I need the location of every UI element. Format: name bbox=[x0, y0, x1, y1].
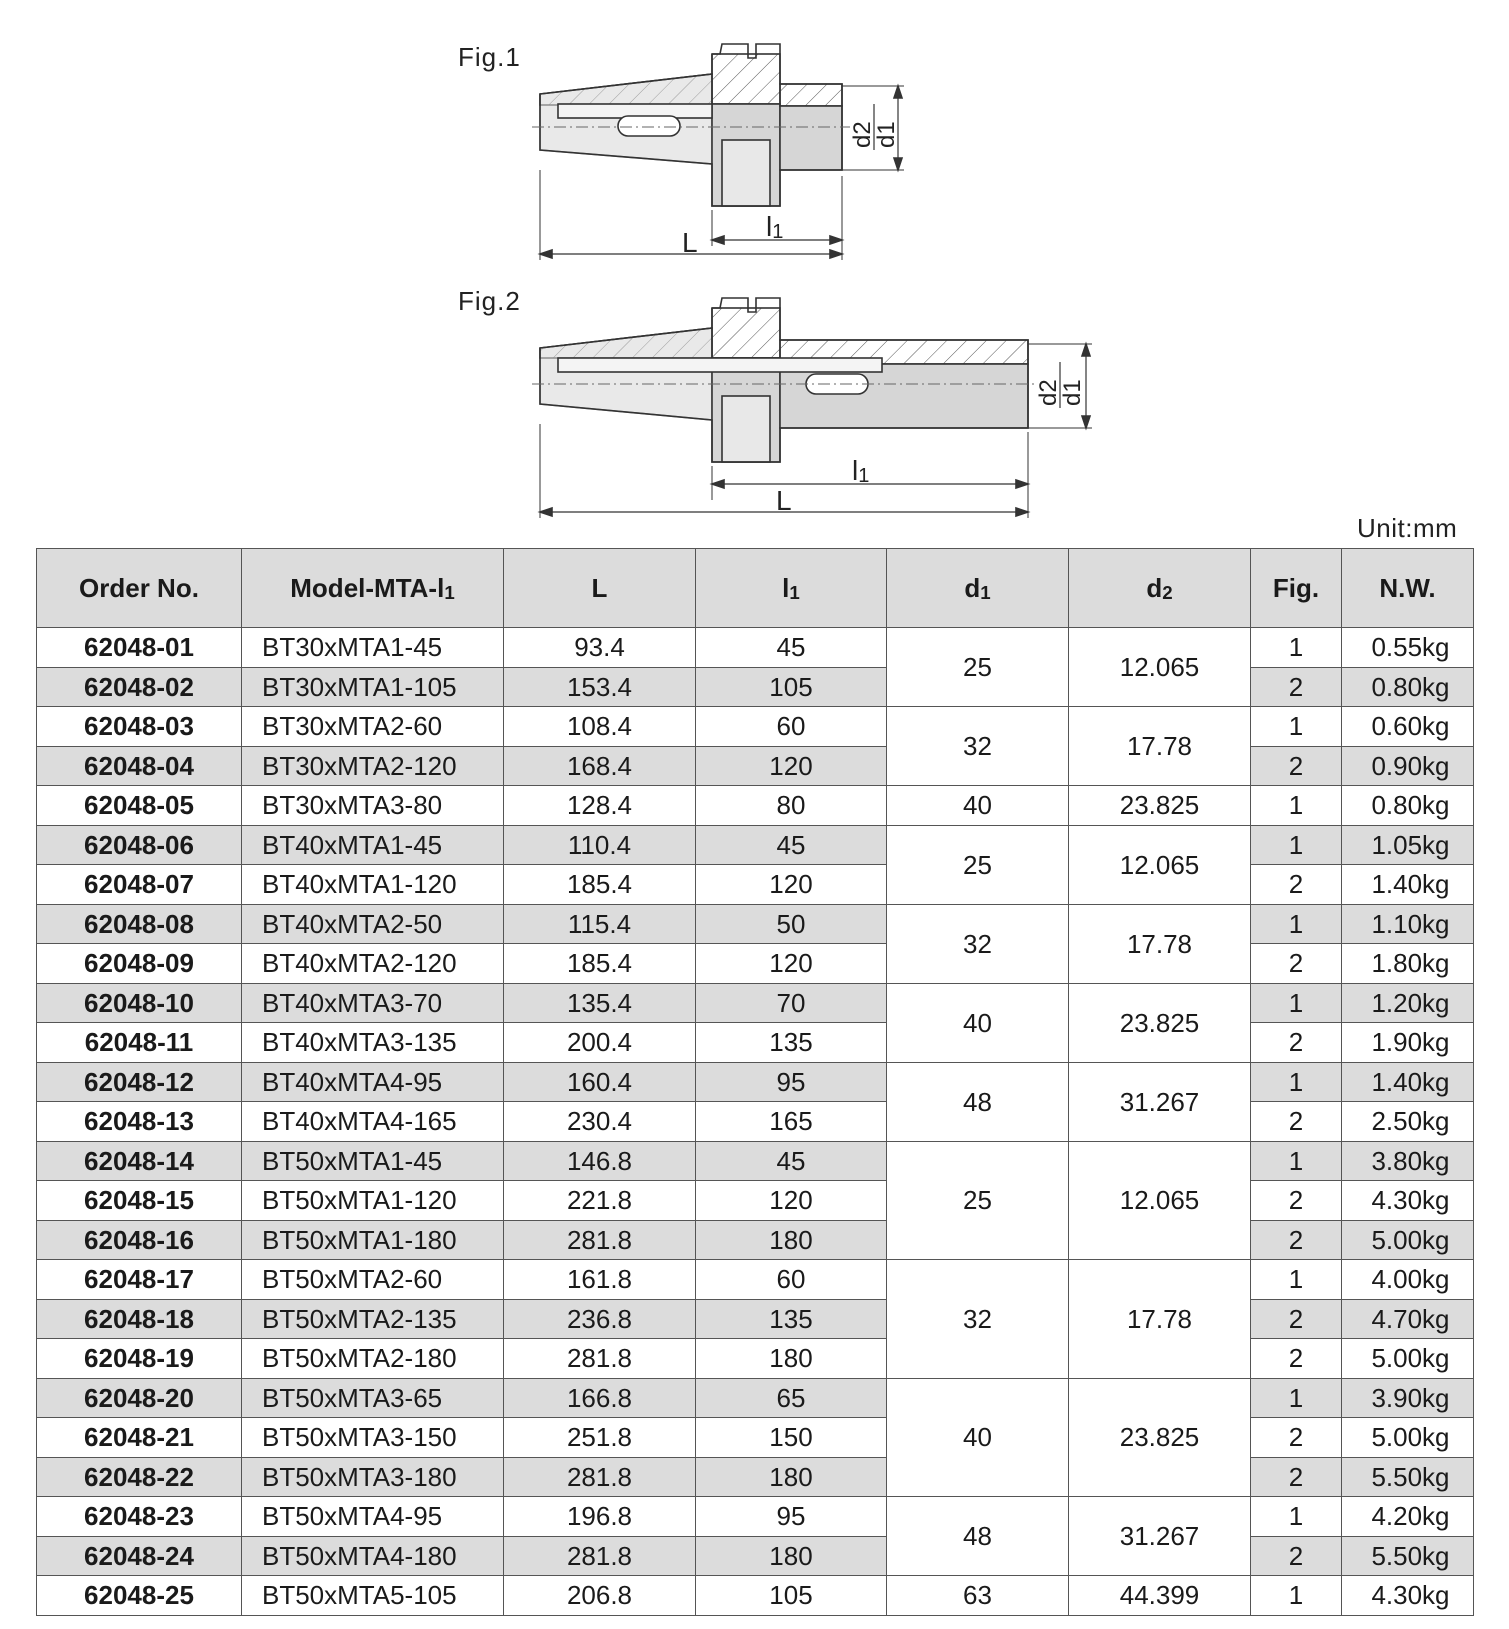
cell-nw: 1.40kg bbox=[1342, 865, 1474, 905]
cell-nw: 1.40kg bbox=[1342, 1062, 1474, 1102]
cell-fig: 1 bbox=[1251, 1497, 1342, 1537]
table-row bbox=[37, 1418, 1474, 1458]
cell-fig: 1 bbox=[1251, 1378, 1342, 1418]
cell-nw: 1.80kg bbox=[1342, 944, 1474, 984]
header-nw: N.W. bbox=[1342, 549, 1474, 628]
cell-L: 168.4 bbox=[504, 746, 696, 786]
table-row bbox=[37, 628, 1474, 668]
spec-table bbox=[36, 548, 1474, 1616]
cell-L: 185.4 bbox=[504, 944, 696, 984]
table-row bbox=[37, 1220, 1474, 1260]
cell-l1: 105 bbox=[696, 1576, 887, 1616]
cell-model: BT40xMTA4-95 bbox=[242, 1062, 504, 1102]
cell-L: 93.4 bbox=[504, 628, 696, 668]
cell-fig: 1 bbox=[1251, 904, 1342, 944]
cell-d2: 44.399 bbox=[1069, 1576, 1251, 1616]
cell-nw: 0.80kg bbox=[1342, 786, 1474, 826]
cell-model: BT50xMTA2-180 bbox=[242, 1339, 504, 1379]
cell-l1: 180 bbox=[696, 1220, 887, 1260]
cell-model: BT30xMTA3-80 bbox=[242, 786, 504, 826]
cell-fig: 2 bbox=[1251, 1418, 1342, 1458]
cell-d2: 17.78 bbox=[1069, 1260, 1251, 1379]
cell-order-no: 62048-17 bbox=[37, 1260, 242, 1300]
cell-order-no: 62048-15 bbox=[37, 1181, 242, 1221]
cell-l1: 60 bbox=[696, 1260, 887, 1300]
table-row bbox=[37, 1339, 1474, 1379]
cell-model: BT30xMTA2-120 bbox=[242, 746, 504, 786]
cell-model: BT30xMTA1-45 bbox=[242, 628, 504, 668]
cell-l1: 120 bbox=[696, 944, 887, 984]
cell-order-no: 62048-23 bbox=[37, 1497, 242, 1537]
header-order-no: Order No. bbox=[37, 549, 242, 628]
table-row bbox=[37, 1497, 1474, 1537]
table-row bbox=[37, 1536, 1474, 1576]
cell-nw: 3.90kg bbox=[1342, 1378, 1474, 1418]
cell-model: BT40xMTA1-45 bbox=[242, 825, 504, 865]
cell-order-no: 62048-03 bbox=[37, 707, 242, 747]
fig2-drawing bbox=[532, 298, 1092, 518]
cell-order-no: 62048-06 bbox=[37, 825, 242, 865]
cell-l1: 45 bbox=[696, 825, 887, 865]
cell-L: 161.8 bbox=[504, 1260, 696, 1300]
cell-fig: 1 bbox=[1251, 1141, 1342, 1181]
fig2-dim-d1: d1 bbox=[1059, 379, 1086, 406]
cell-nw: 4.30kg bbox=[1342, 1181, 1474, 1221]
cell-nw: 5.00kg bbox=[1342, 1339, 1474, 1379]
cell-l1: 120 bbox=[696, 746, 887, 786]
cell-L: 185.4 bbox=[504, 865, 696, 905]
cell-order-no: 62048-16 bbox=[37, 1220, 242, 1260]
cell-model: BT40xMTA1-120 bbox=[242, 865, 504, 905]
cell-l1: 60 bbox=[696, 707, 887, 747]
fig2-dim-L: L bbox=[776, 485, 792, 516]
cell-model: BT50xMTA4-180 bbox=[242, 1536, 504, 1576]
cell-L: 230.4 bbox=[504, 1102, 696, 1142]
cell-fig: 1 bbox=[1251, 786, 1342, 826]
table-row bbox=[37, 983, 1474, 1023]
cell-d2: 31.267 bbox=[1069, 1497, 1251, 1576]
cell-nw: 5.50kg bbox=[1342, 1536, 1474, 1576]
cell-order-no: 62048-18 bbox=[37, 1299, 242, 1339]
cell-model: BT40xMTA2-120 bbox=[242, 944, 504, 984]
fig2-dim-l1: l1 bbox=[852, 455, 870, 487]
cell-L: 110.4 bbox=[504, 825, 696, 865]
fig2-dim-d2: d2 bbox=[1035, 379, 1062, 406]
cell-fig: 2 bbox=[1251, 1023, 1342, 1063]
cell-l1: 65 bbox=[696, 1378, 887, 1418]
cell-model: BT50xMTA2-135 bbox=[242, 1299, 504, 1339]
table-header-row bbox=[37, 549, 1474, 628]
cell-model: BT40xMTA4-165 bbox=[242, 1102, 504, 1142]
cell-model: BT50xMTA3-150 bbox=[242, 1418, 504, 1458]
cell-L: 200.4 bbox=[504, 1023, 696, 1063]
cell-fig: 1 bbox=[1251, 1260, 1342, 1300]
cell-l1: 80 bbox=[696, 786, 887, 826]
table-row bbox=[37, 944, 1474, 984]
cell-nw: 1.05kg bbox=[1342, 825, 1474, 865]
cell-nw: 2.50kg bbox=[1342, 1102, 1474, 1142]
cell-d2: 12.065 bbox=[1069, 628, 1251, 707]
table-row bbox=[37, 904, 1474, 944]
cell-d2: 17.78 bbox=[1069, 707, 1251, 786]
cell-order-no: 62048-04 bbox=[37, 746, 242, 786]
cell-order-no: 62048-08 bbox=[37, 904, 242, 944]
cell-order-no: 62048-14 bbox=[37, 1141, 242, 1181]
header-d1: d1 bbox=[887, 549, 1069, 628]
cell-d2: 23.825 bbox=[1069, 983, 1251, 1062]
cell-order-no: 62048-02 bbox=[37, 667, 242, 707]
cell-d2: 12.065 bbox=[1069, 825, 1251, 904]
cell-l1: 45 bbox=[696, 628, 887, 668]
cell-fig: 2 bbox=[1251, 1181, 1342, 1221]
cell-fig: 2 bbox=[1251, 1457, 1342, 1497]
cell-nw: 4.30kg bbox=[1342, 1576, 1474, 1616]
fig1-dim-l1: l1 bbox=[766, 211, 784, 243]
header-l1: l1 bbox=[696, 549, 887, 628]
cell-nw: 5.50kg bbox=[1342, 1457, 1474, 1497]
cell-model: BT30xMTA2-60 bbox=[242, 707, 504, 747]
cell-nw: 0.80kg bbox=[1342, 667, 1474, 707]
cell-L: 206.8 bbox=[504, 1576, 696, 1616]
cell-order-no: 62048-05 bbox=[37, 786, 242, 826]
cell-d1: 32 bbox=[887, 707, 1069, 786]
cell-fig: 2 bbox=[1251, 1102, 1342, 1142]
cell-fig: 2 bbox=[1251, 1536, 1342, 1576]
cell-nw: 0.60kg bbox=[1342, 707, 1474, 747]
cell-d1: 48 bbox=[887, 1497, 1069, 1576]
cell-order-no: 62048-12 bbox=[37, 1062, 242, 1102]
cell-L: 115.4 bbox=[504, 904, 696, 944]
fig2-label: Fig.2 bbox=[458, 286, 521, 316]
cell-L: 251.8 bbox=[504, 1418, 696, 1458]
cell-L: 108.4 bbox=[504, 707, 696, 747]
cell-model: BT40xMTA3-135 bbox=[242, 1023, 504, 1063]
cell-l1: 120 bbox=[696, 865, 887, 905]
cell-model: BT50xMTA5-105 bbox=[242, 1576, 504, 1616]
cell-d2: 12.065 bbox=[1069, 1141, 1251, 1260]
cell-fig: 1 bbox=[1251, 825, 1342, 865]
cell-L: 128.4 bbox=[504, 786, 696, 826]
cell-fig: 2 bbox=[1251, 1220, 1342, 1260]
cell-l1: 135 bbox=[696, 1299, 887, 1339]
cell-d1: 40 bbox=[887, 983, 1069, 1062]
cell-model: BT50xMTA2-60 bbox=[242, 1260, 504, 1300]
table-row bbox=[37, 707, 1474, 747]
cell-d1: 25 bbox=[887, 1141, 1069, 1260]
table-row bbox=[37, 1576, 1474, 1616]
cell-order-no: 62048-20 bbox=[37, 1378, 242, 1418]
technical-drawings bbox=[0, 0, 1509, 540]
table-row bbox=[37, 865, 1474, 905]
cell-d2: 17.78 bbox=[1069, 904, 1251, 983]
cell-nw: 1.10kg bbox=[1342, 904, 1474, 944]
header-L: L bbox=[504, 549, 696, 628]
cell-nw: 4.20kg bbox=[1342, 1497, 1474, 1537]
cell-fig: 1 bbox=[1251, 1576, 1342, 1616]
table-row bbox=[37, 1102, 1474, 1142]
cell-fig: 2 bbox=[1251, 667, 1342, 707]
header-fig: Fig. bbox=[1251, 549, 1342, 628]
cell-d2: 23.825 bbox=[1069, 1378, 1251, 1497]
cell-l1: 95 bbox=[696, 1062, 887, 1102]
unit-label: Unit:mm bbox=[1357, 513, 1458, 543]
cell-l1: 180 bbox=[696, 1457, 887, 1497]
cell-L: 146.8 bbox=[504, 1141, 696, 1181]
cell-order-no: 62048-24 bbox=[37, 1536, 242, 1576]
cell-nw: 3.80kg bbox=[1342, 1141, 1474, 1181]
table-row bbox=[37, 1299, 1474, 1339]
cell-L: 196.8 bbox=[504, 1497, 696, 1537]
cell-fig: 2 bbox=[1251, 746, 1342, 786]
cell-l1: 70 bbox=[696, 983, 887, 1023]
cell-model: BT50xMTA1-45 bbox=[242, 1141, 504, 1181]
cell-d1: 32 bbox=[887, 1260, 1069, 1379]
cell-order-no: 62048-11 bbox=[37, 1023, 242, 1063]
table-row bbox=[37, 786, 1474, 826]
fig1-label: Fig.1 bbox=[458, 42, 521, 72]
cell-d1: 40 bbox=[887, 1378, 1069, 1497]
cell-L: 281.8 bbox=[504, 1220, 696, 1260]
cell-fig: 1 bbox=[1251, 707, 1342, 747]
cell-L: 153.4 bbox=[504, 667, 696, 707]
table-row bbox=[37, 667, 1474, 707]
table-row bbox=[37, 1378, 1474, 1418]
cell-L: 281.8 bbox=[504, 1457, 696, 1497]
table-row bbox=[37, 746, 1474, 786]
cell-model: BT50xMTA1-120 bbox=[242, 1181, 504, 1221]
cell-d1: 63 bbox=[887, 1576, 1069, 1616]
cell-nw: 5.00kg bbox=[1342, 1418, 1474, 1458]
cell-model: BT50xMTA3-65 bbox=[242, 1378, 504, 1418]
cell-model: BT50xMTA1-180 bbox=[242, 1220, 504, 1260]
cell-nw: 1.20kg bbox=[1342, 983, 1474, 1023]
cell-l1: 165 bbox=[696, 1102, 887, 1142]
cell-L: 281.8 bbox=[504, 1339, 696, 1379]
table-row bbox=[37, 1181, 1474, 1221]
cell-order-no: 62048-09 bbox=[37, 944, 242, 984]
cell-l1: 180 bbox=[696, 1339, 887, 1379]
cell-d1: 48 bbox=[887, 1062, 1069, 1141]
cell-l1: 120 bbox=[696, 1181, 887, 1221]
cell-nw: 4.00kg bbox=[1342, 1260, 1474, 1300]
cell-order-no: 62048-10 bbox=[37, 983, 242, 1023]
table-row bbox=[37, 1260, 1474, 1300]
cell-order-no: 62048-22 bbox=[37, 1457, 242, 1497]
cell-L: 135.4 bbox=[504, 983, 696, 1023]
fig1-dim-d2: d2 bbox=[849, 121, 876, 148]
cell-order-no: 62048-01 bbox=[37, 628, 242, 668]
cell-d1: 25 bbox=[887, 628, 1069, 707]
cell-model: BT30xMTA1-105 bbox=[242, 667, 504, 707]
cell-L: 160.4 bbox=[504, 1062, 696, 1102]
cell-L: 236.8 bbox=[504, 1299, 696, 1339]
cell-order-no: 62048-07 bbox=[37, 865, 242, 905]
cell-model: BT50xMTA3-180 bbox=[242, 1457, 504, 1497]
cell-fig: 1 bbox=[1251, 983, 1342, 1023]
cell-fig: 2 bbox=[1251, 944, 1342, 984]
cell-nw: 4.70kg bbox=[1342, 1299, 1474, 1339]
cell-l1: 95 bbox=[696, 1497, 887, 1537]
table-row bbox=[37, 1023, 1474, 1063]
cell-L: 221.8 bbox=[504, 1181, 696, 1221]
fig1-dim-d1: d1 bbox=[873, 121, 900, 148]
cell-L: 281.8 bbox=[504, 1536, 696, 1576]
cell-fig: 1 bbox=[1251, 628, 1342, 668]
cell-fig: 2 bbox=[1251, 1299, 1342, 1339]
cell-order-no: 62048-21 bbox=[37, 1418, 242, 1458]
cell-l1: 150 bbox=[696, 1418, 887, 1458]
header-model: Model-MTA-l1 bbox=[242, 549, 504, 628]
cell-model: BT40xMTA2-50 bbox=[242, 904, 504, 944]
cell-order-no: 62048-19 bbox=[37, 1339, 242, 1379]
cell-fig: 2 bbox=[1251, 1339, 1342, 1379]
cell-nw: 0.90kg bbox=[1342, 746, 1474, 786]
cell-d2: 23.825 bbox=[1069, 786, 1251, 826]
cell-model: BT50xMTA4-95 bbox=[242, 1497, 504, 1537]
cell-fig: 1 bbox=[1251, 1062, 1342, 1102]
header-d2: d2 bbox=[1069, 549, 1251, 628]
cell-d1: 25 bbox=[887, 825, 1069, 904]
cell-order-no: 62048-25 bbox=[37, 1576, 242, 1616]
table-row bbox=[37, 825, 1474, 865]
cell-l1: 180 bbox=[696, 1536, 887, 1576]
cell-nw: 0.55kg bbox=[1342, 628, 1474, 668]
cell-d2: 31.267 bbox=[1069, 1062, 1251, 1141]
table-row bbox=[37, 1457, 1474, 1497]
cell-l1: 105 bbox=[696, 667, 887, 707]
cell-l1: 45 bbox=[696, 1141, 887, 1181]
cell-d1: 40 bbox=[887, 786, 1069, 826]
cell-l1: 50 bbox=[696, 904, 887, 944]
table-row bbox=[37, 1062, 1474, 1102]
fig1-dim-L: L bbox=[682, 227, 698, 258]
table-row bbox=[37, 1141, 1474, 1181]
cell-order-no: 62048-13 bbox=[37, 1102, 242, 1142]
cell-nw: 1.90kg bbox=[1342, 1023, 1474, 1063]
cell-l1: 135 bbox=[696, 1023, 887, 1063]
cell-d1: 32 bbox=[887, 904, 1069, 983]
cell-fig: 2 bbox=[1251, 865, 1342, 905]
cell-model: BT40xMTA3-70 bbox=[242, 983, 504, 1023]
cell-nw: 5.00kg bbox=[1342, 1220, 1474, 1260]
fig1-drawing bbox=[532, 44, 904, 260]
cell-L: 166.8 bbox=[504, 1378, 696, 1418]
